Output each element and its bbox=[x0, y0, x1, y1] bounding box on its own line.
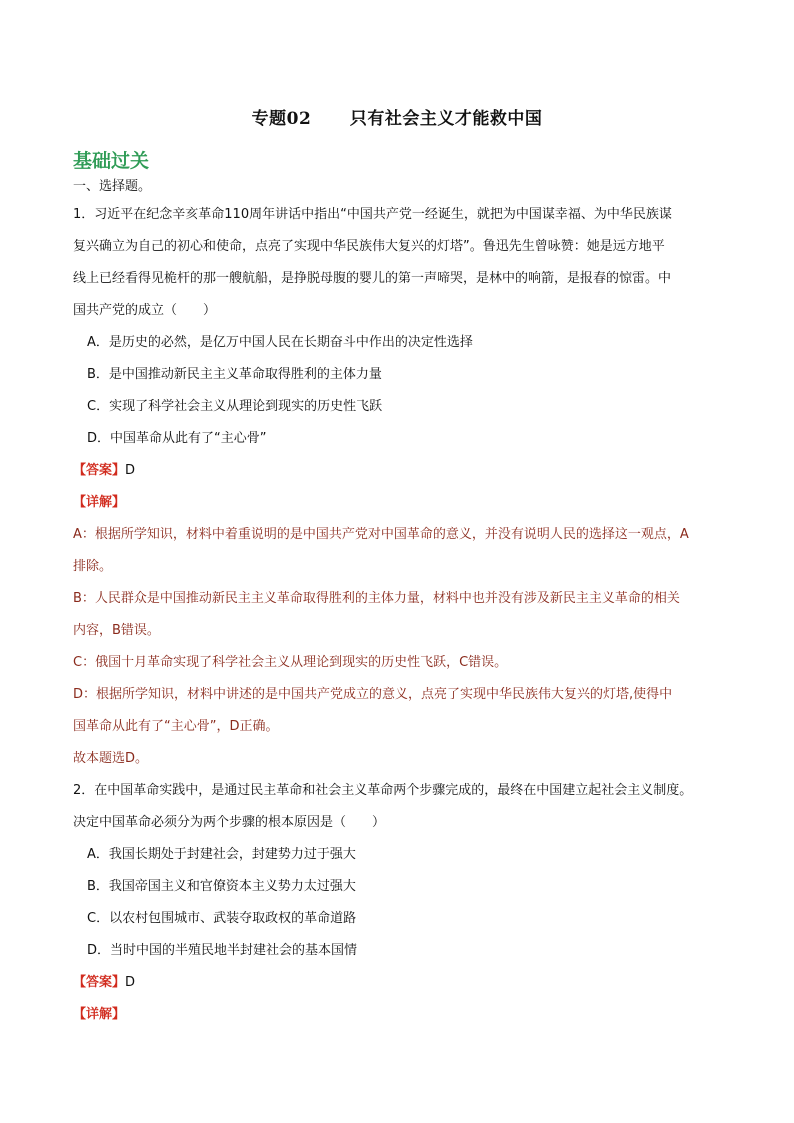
explain-line: A：根据所学知识，材料中着重说明的是中国共产党对中国革命的意义，并没有说明人民的选择这一观点，A bbox=[73, 527, 689, 542]
question-2 bbox=[73, 775, 733, 1031]
answer-value: D bbox=[125, 975, 136, 990]
part-heading: 一、选择题。 bbox=[73, 179, 152, 194]
explain-label: 【详解】 bbox=[73, 1007, 126, 1022]
question-stem-line: 国共产党的成立（ ） bbox=[73, 303, 217, 318]
question-stem-line: 决定中国革命必须分为两个步骤的根本原因是（ ） bbox=[73, 815, 386, 830]
answer-label: 【答案】 bbox=[73, 463, 126, 478]
question-stem-line: 2．在中国革命实践中，是通过民主革命和社会主义革命两个步骤完成的，最终在中国建立起社会主义制度。 bbox=[73, 783, 693, 798]
question-stem-line: 复兴确立为自己的初心和使命，点亮了实现中华民族伟大复兴的灯塔”。鲁迅先生曾咏赞：她是远方地平 bbox=[73, 239, 665, 254]
explain-line: D：根据所学知识，材料中讲述的是中国共产党成立的意义，点亮了实现中华民族伟大复兴的灯塔,使得中 bbox=[73, 687, 673, 702]
option-b: B．我国帝国主义和官僚资本主义势力太过强大 bbox=[87, 879, 356, 894]
explain-label: 【详解】 bbox=[73, 495, 126, 510]
option-d: D．中国革命从此有了“主心骨” bbox=[87, 431, 267, 446]
explain-line: B：人民群众是中国推动新民主主义革命取得胜利的主体力量，材料中也并没有涉及新民主主义革命的相关 bbox=[73, 591, 680, 606]
answer-line bbox=[73, 967, 733, 999]
explain-line: C：俄国十月革命实现了科学社会主义从理论到现实的历史性飞跃，C错误。 bbox=[73, 655, 508, 670]
option-c: C．实现了科学社会主义从理论到现实的历史性飞跃 bbox=[87, 399, 383, 414]
explain-line: 国革命从此有了“主心骨”，D正确。 bbox=[73, 719, 279, 734]
section-title: 基础过关 bbox=[73, 150, 150, 172]
conclusion-line: 故本题选D。 bbox=[73, 751, 149, 766]
question-stem-line: 线上已经看得见桅杆的那一艘航船，是挣脱母腹的婴儿的第一声啼哭，是林中的响箭，是报春的惊雷。中 bbox=[73, 271, 672, 286]
document-content bbox=[73, 175, 733, 1031]
answer-label: 【答案】 bbox=[73, 975, 126, 990]
answer-value: D bbox=[125, 463, 136, 478]
option-a: A．我国长期处于封建社会，封建势力过于强大 bbox=[87, 847, 356, 862]
question-stem-line: 1．习近平在纪念辛亥革命110周年讲话中指出“中国共产党一经诞生，就把为中国谋幸福、为中华民族谋 bbox=[73, 207, 672, 222]
option-a: A．是历史的必然，是亿万中国人民在长期奋斗中作出的决定性选择 bbox=[87, 335, 473, 350]
option-d: D．当时中国的半殖民地半封建社会的基本国情 bbox=[87, 943, 358, 958]
explain-line: 内容，B错误。 bbox=[73, 623, 160, 638]
option-c: C．以农村包围城市、武装夺取政权的革命道路 bbox=[87, 911, 357, 926]
option-b: B．是中国推动新民主主义革命取得胜利的主体力量 bbox=[87, 367, 382, 382]
explain-line: 排除。 bbox=[73, 559, 113, 574]
page-title: 专题02 只有社会主义才能救中国 bbox=[251, 109, 543, 129]
answer-line bbox=[73, 455, 733, 487]
question-1 bbox=[73, 199, 733, 775]
